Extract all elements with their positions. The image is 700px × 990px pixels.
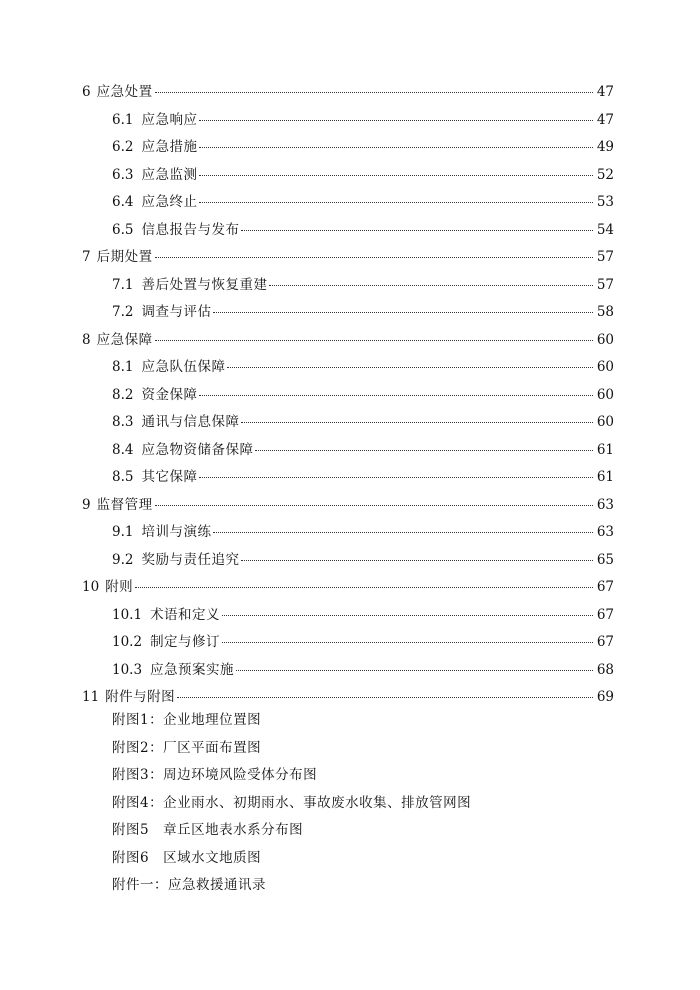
toc-page-number: 58: [596, 304, 614, 320]
appendix-item-title: 企业地理位置图: [163, 712, 262, 728]
dot-leader: [199, 395, 592, 396]
appendix-item-prefix: 附图5: [112, 822, 164, 838]
toc-page-number: 60: [596, 414, 614, 430]
toc-entry-number: 8.5: [112, 469, 134, 485]
toc-entry-number: 8.2: [112, 386, 134, 403]
appendix-item-prefix: 附图2：: [112, 739, 164, 756]
toc-section-entry[interactable]: [82, 520, 614, 548]
dot-leader: [135, 587, 593, 588]
toc-entry-title: 应急预案实施: [150, 661, 235, 678]
dot-leader: [236, 670, 593, 671]
appendix-item-prefix: 附图3：: [112, 767, 164, 783]
toc-entry-title: 附则: [105, 579, 134, 595]
dot-leader: [177, 697, 593, 698]
dot-leader: [199, 477, 592, 478]
table-of-contents: [82, 80, 614, 713]
toc-page-number: 47: [596, 111, 614, 128]
dot-leader: [269, 285, 592, 286]
toc-chapter-entry[interactable]: [82, 80, 614, 108]
toc-page-number: 68: [596, 661, 614, 678]
toc-entry-number: 10.1: [112, 606, 143, 623]
dot-leader: [199, 202, 592, 203]
toc-entry-title: 后期处置: [96, 249, 153, 265]
appendix-item-title: 区域水文地质图: [163, 849, 262, 866]
toc-page-number: 63: [596, 524, 614, 540]
toc-entry-number: 7: [82, 249, 91, 265]
appendix-item: [112, 873, 471, 901]
toc-entry-number: 10: [82, 579, 100, 595]
toc-section-entry[interactable]: [82, 300, 614, 328]
dot-leader: [155, 257, 593, 258]
dot-leader: [155, 340, 593, 341]
appendix-item-title: 应急救援通讯录: [168, 877, 266, 893]
toc-section-entry[interactable]: [82, 163, 614, 191]
toc-entry-title: 应急物资储备保障: [141, 441, 254, 458]
toc-entry-title: 术语和定义: [150, 606, 221, 623]
dot-leader: [241, 560, 592, 561]
toc-entry-title: 附件与附图: [105, 689, 176, 705]
toc-entry-title: 应急监测: [141, 166, 198, 183]
appendix-item-title: 厂区平面布置图: [163, 739, 262, 756]
toc-entry-number: 6.4: [112, 194, 134, 210]
toc-entry-number: 11: [82, 689, 100, 705]
toc-entry-title: 信息报告与发布: [141, 221, 240, 238]
toc-chapter-entry[interactable]: [82, 245, 614, 273]
toc-entry-title: 制定与修订: [150, 634, 221, 650]
toc-entry-number: 9.2: [112, 551, 134, 568]
toc-entry-title: 应急队伍保障: [141, 359, 226, 375]
toc-entry-title: 应急处置: [96, 84, 153, 100]
toc-page-number: 67: [596, 579, 614, 595]
toc-page-number: 54: [596, 221, 614, 238]
dot-leader: [255, 450, 592, 451]
toc-section-entry[interactable]: [82, 438, 614, 466]
toc-section-entry[interactable]: [82, 135, 614, 163]
toc-entry-number: 7.1: [112, 276, 134, 293]
toc-entry-title: 监督管理: [96, 496, 153, 513]
appendix-item-title: 企业雨水、初期雨水、事故废水收集、排放管网图: [163, 794, 472, 811]
toc-page-number: 67: [596, 606, 614, 623]
toc-page-number: 49: [596, 139, 614, 155]
toc-section-entry[interactable]: [82, 383, 614, 411]
toc-page-number: 67: [596, 634, 614, 650]
dot-leader: [222, 642, 593, 643]
toc-page-number: 61: [596, 469, 614, 485]
toc-chapter-entry[interactable]: [82, 328, 614, 356]
toc-entry-title: 资金保障: [141, 386, 198, 403]
dot-leader: [241, 230, 592, 231]
toc-page-number: 57: [596, 249, 614, 265]
appendix-item: [112, 708, 471, 736]
toc-section-entry[interactable]: [82, 108, 614, 136]
appendix-item-title: 章丘区地表水系分布图: [163, 822, 304, 838]
toc-section-entry[interactable]: [82, 273, 614, 301]
appendix-item: [112, 846, 471, 874]
toc-page-number: 57: [596, 276, 614, 293]
dot-leader: [213, 532, 592, 533]
toc-entry-title: 其它保障: [141, 469, 198, 485]
dot-leader: [199, 120, 592, 121]
toc-page-number: 53: [596, 194, 614, 210]
dot-leader: [213, 312, 592, 313]
toc-section-entry[interactable]: [82, 355, 614, 383]
toc-page-number: 60: [596, 386, 614, 403]
appendix-item-prefix: 附图1：: [112, 712, 164, 728]
toc-page-number: 52: [596, 166, 614, 183]
toc-entry-title: 奖励与责任追究: [141, 551, 240, 568]
toc-entry-title: 应急保障: [96, 331, 153, 348]
dot-leader: [241, 422, 592, 423]
toc-entry-title: 通讯与信息保障: [141, 414, 240, 430]
toc-entry-number: 9.1: [112, 524, 134, 540]
toc-section-entry[interactable]: [82, 630, 614, 658]
toc-entry-number: 6.1: [112, 111, 134, 128]
toc-entry-number: 6: [82, 84, 91, 100]
toc-entry-title: 应急响应: [141, 111, 198, 128]
appendix-list: [112, 708, 471, 901]
toc-entry-number: 8.4: [112, 441, 134, 458]
appendix-item: [112, 818, 471, 846]
toc-entry-number: 7.2: [112, 304, 134, 320]
toc-entry-number: 9: [82, 496, 91, 513]
appendix-item: [112, 791, 471, 819]
appendix-item: [112, 763, 471, 791]
toc-entry-title: 应急终止: [141, 194, 198, 210]
appendix-item: [112, 736, 471, 764]
toc-entry-number: 6.2: [112, 139, 134, 155]
toc-entry-number: 10.3: [112, 661, 143, 678]
toc-entry-number: 8.3: [112, 414, 134, 430]
toc-entry-number: 8.1: [112, 359, 134, 375]
toc-section-entry[interactable]: [82, 218, 614, 246]
dot-leader: [155, 92, 593, 93]
appendix-item-prefix: 附图6: [112, 849, 164, 866]
toc-page-number: 60: [596, 331, 614, 348]
toc-entry-title: 培训与演练: [141, 524, 212, 540]
toc-section-entry[interactable]: [82, 658, 614, 686]
dot-leader: [155, 505, 593, 506]
toc-entry-number: 8: [82, 331, 91, 348]
dot-leader: [199, 147, 592, 148]
toc-chapter-entry[interactable]: [82, 575, 614, 603]
toc-page-number: 65: [596, 551, 614, 568]
dot-leader: [227, 367, 592, 368]
toc-section-entry[interactable]: [82, 603, 614, 631]
toc-page-number: 60: [596, 359, 614, 375]
toc-section-entry[interactable]: [82, 190, 614, 218]
toc-chapter-entry[interactable]: [82, 493, 614, 521]
appendix-item-prefix: 附件一：: [112, 877, 168, 893]
toc-page-number: 69: [596, 689, 614, 705]
dot-leader: [222, 615, 593, 616]
dot-leader: [199, 175, 592, 176]
toc-section-entry[interactable]: [82, 548, 614, 576]
toc-section-entry[interactable]: [82, 410, 614, 438]
toc-entry-title: 善后处置与恢复重建: [141, 276, 268, 293]
toc-entry-number: 10.2: [112, 634, 143, 650]
toc-entry-title: 应急措施: [141, 139, 198, 155]
toc-page-number: 63: [596, 496, 614, 513]
toc-entry-number: 6.3: [112, 166, 134, 183]
toc-page-number: 47: [596, 84, 614, 100]
appendix-item-title: 周边环境风险受体分布图: [163, 767, 318, 783]
toc-section-entry[interactable]: [82, 465, 614, 493]
toc-entry-number: 6.5: [112, 221, 134, 238]
appendix-item-prefix: 附图4：: [112, 794, 164, 811]
toc-page-number: 61: [596, 441, 614, 458]
toc-entry-title: 调查与评估: [141, 304, 212, 320]
